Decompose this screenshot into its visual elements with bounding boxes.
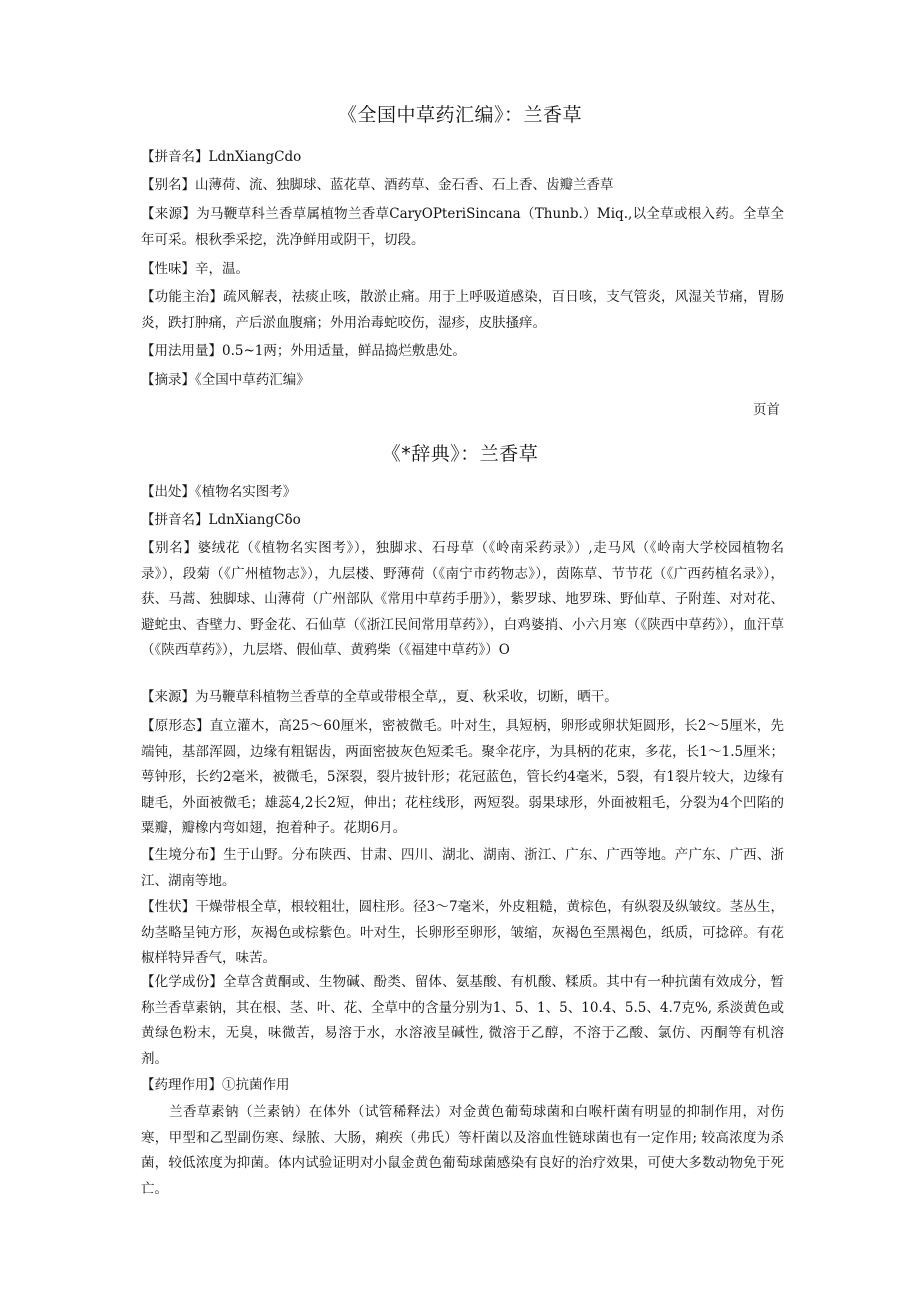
entry-text: 为马鞭草科兰香草属植物兰香草CaryOPteriSincana（Thunb.）Miq.,以全草或根入药。全草全年可采。根秋季采挖，洗净鲜用或阴干，切段。 (141, 206, 785, 248)
entry-label: 【出处】 (141, 484, 195, 500)
entry-text: LdnXiangCdo (208, 149, 302, 165)
entry-text: ①抗菌作用 (222, 1077, 290, 1093)
entry-text: 生于山野。分布陕西、甘肃、四川、湖北、湖南、浙江、广东、广西等地。产广东、广西、浙江、湖南等地。 (141, 847, 784, 889)
entry-text: 干燥带根全草，根较粗壮，圆柱形。径3〜7毫米，外皮粗糙，黄棕色，有纵裂及纵皱纹。茎丛生，幼茎略呈钝方形，灰褐色或棕紫色。叶对生，长卵形至卵形，皱缩，灰褐色至黑褐色，纸质，可捻碎。有花椒样特异香气，味苦。 (141, 899, 785, 966)
entry-label: 【功能主治】 (141, 289, 224, 305)
entry-label: 【来源】 (141, 689, 195, 705)
entry-pinyin-2 (141, 508, 784, 534)
entry-dosage-1 (141, 339, 784, 365)
section-title-1: 《全国中草药汇编》：兰香草 (337, 104, 582, 126)
entry-pinyin-1 (141, 145, 784, 171)
pharmacology-paragraph: 兰香草素钠（兰素钠）在体外（试管稀释法）对金黄色葡萄球菌和白喉杆菌有明显的抑制作用，对伤寒，甲型和乙型副伤寒、绿脓、大肠，痢疾（弗氏）等杆菌以及溶血性链球菌也有一定作用; 较高浓度为杀菌，较低浓度为抑菌。体内试验证明对小鼠金黄色葡萄球菌感染有良好的治疗效果，可使大多数动物免于死亡。 (141, 1104, 784, 1197)
entry-text: 《植物名实图考》 (195, 484, 297, 500)
entry-text: 为马鞭草科植物兰香草的全草或带根全草,，夏、秋采收，切断，晒干。 (195, 689, 618, 705)
entry-text: LdnXiangCδo (208, 512, 301, 528)
entry-label: 【用法用量】 (141, 343, 222, 359)
entry-source-1 (141, 202, 784, 253)
entry-source-2 (141, 685, 784, 711)
entry-text: 婆绒花（《植物名实图考》），独脚求、石母草（《岭南采药录》）,走马风（《岭南大学校园植物名录》），段菊（《广州植物志》），九层楼、野薄荷（《南宁市药物志》），茵陈草、节节花（《广西药植名录》），获、马蒿、独脚球、山薄荷（广州部队《常用中草药手册》），紫罗球、地罗珠、野仙草、子附莲、对对花、避蛇虫、杳壁力、野金花、石仙草（《浙江民间常用草药》），白鸡婆捎、小六月寒（《陕西中草药》），血汗草（《陕西草药》），九层塔、假仙草、黄鸦柴（《福建中草药》）O (141, 540, 785, 658)
entry-label: 【别名】 (141, 540, 198, 556)
entry-label: 【化学成份】 (141, 974, 224, 990)
entry-label: 【生境分布】 (141, 847, 224, 863)
entry-label: 【拼音名】 (141, 149, 209, 165)
entry-label: 【拼音名】 (141, 512, 209, 528)
entry-excerpt-1 (141, 368, 784, 394)
entry-pharmacology-2 (141, 1073, 784, 1099)
entry-origin-2 (141, 480, 784, 506)
entry-label: 【别名】 (141, 177, 195, 193)
section-title-2: 《*辞典》：兰香草 (381, 443, 539, 465)
entry-label: 【原形态】 (141, 718, 210, 734)
entry-label: 【性状】 (141, 899, 196, 915)
entry-taste-1 (141, 257, 784, 283)
entry-label: 【摘录】 (141, 372, 195, 388)
entry-character-2 (141, 895, 784, 972)
entry-morphology-2 (141, 714, 784, 842)
entry-label: 【药理作用】 (141, 1077, 222, 1093)
entry-text: 山薄荷、流、独脚球、蓝花草、酒药草、金石香、石上香、齿瓣兰香草 (195, 177, 614, 193)
entry-label: 【来源】 (141, 206, 197, 222)
entry-text: 全草含黄酮或、生物碱、酚类、留体、氨基酸、有机酸、糅质。其中有一种抗菌有效成分，暂称兰香草素钠，其在根、茎、叶、花、全草中的含量分别为1、5、1、5、10.4、5.5、4.7克%, 系淡黄色或黄绿色粉末，无臭，味微苦，易溶于水，水溶液呈碱性, 微溶于乙醇，不溶于乙酸、氯仿、丙酮等有机溶剂。 (141, 974, 784, 1067)
entry-label: 【性味】 (141, 261, 195, 277)
page-top-link[interactable]: 页首 (753, 402, 780, 418)
entry-alias-1 (141, 173, 784, 199)
entry-alias-2 (141, 536, 784, 664)
entry-text: 辛，温。 (195, 261, 249, 277)
entry-function-1 (141, 285, 784, 336)
entry-habitat-2 (141, 843, 784, 894)
entry-text: 疏风解表，祛痰止咳，散淤止痛。用于上呼吸道感染，百日咳，支气管炎，风湿关节痛，胃肠炎，跌打肿痛，产后淤血腹痛；外用治毒蛇咬伤，湿疹，皮肤搔痒。 (141, 289, 784, 331)
entry-chemistry-2 (141, 970, 784, 1072)
entry-text: 0.5~1两；外用适量，鲜品捣烂敷患处。 (222, 343, 466, 359)
entry-text: 《全国中草药汇编》 (195, 372, 310, 388)
entry-text: 直立灌木，高25〜60厘米，密被微毛。叶对生，具短柄，卵形或卵状矩圆形，长2〜5厘米，先端钝，基部浑圆，边缘有粗锯齿，两面密披灰色短柔毛。聚伞花序，为具柄的花束，多花，长1〜1.5厘米；萼钟形，长约2毫米，被微毛，5深裂，裂片披针形；花冠蓝色，管长约4毫米，5裂，有1裂片较大，边缘有睫毛，外面被微毛；雄蕊4,2长2短，伸出；花柱线形，两短裂。弱果球形，外面被粗毛，分裂为4个凹陷的粟瓣，瓣橡内弯如翅，抱着种子。花期6月。 (141, 718, 784, 836)
